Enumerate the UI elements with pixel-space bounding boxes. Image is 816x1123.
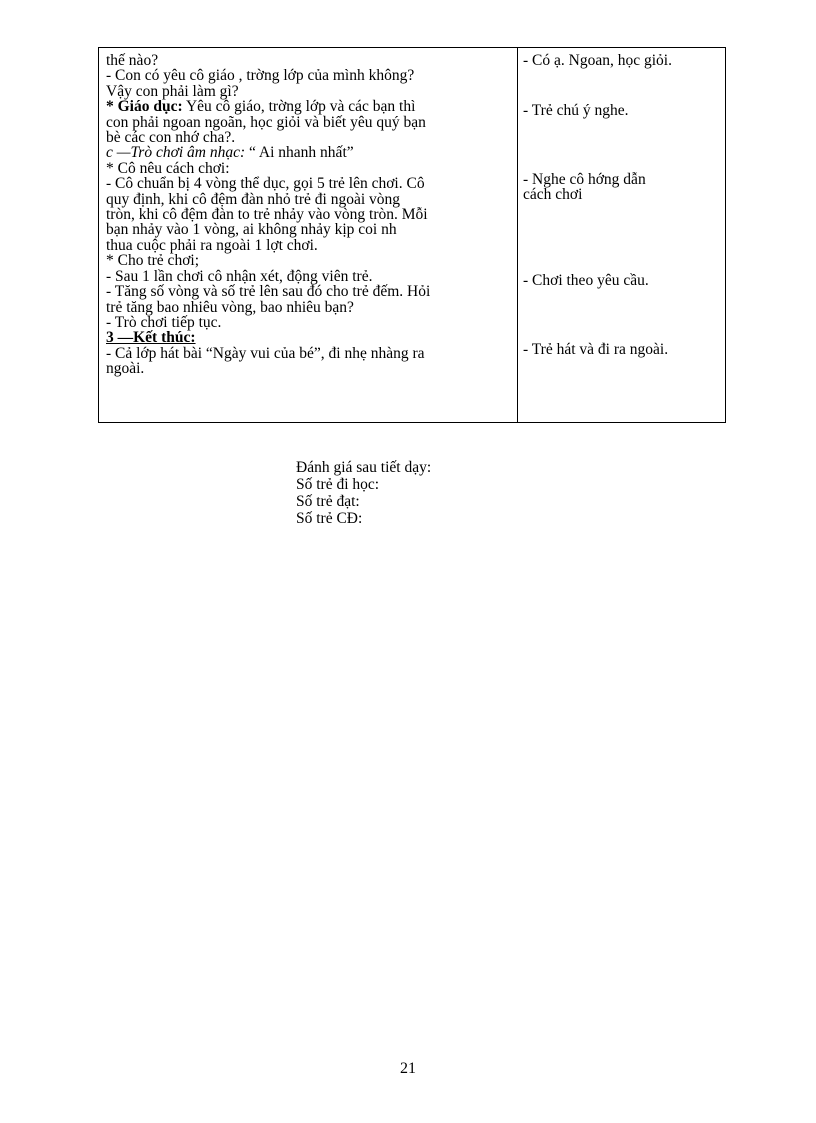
evaluation-title: Đánh giá sau tiết dạy: bbox=[296, 459, 432, 476]
teacher-line: bạn nhảy vào 1 vòng, ai không nhảy kịp coi nh bbox=[106, 221, 397, 239]
teacher-line: tròn, khi cô đệm đàn to trẻ nhảy vào vòng tròn. Mỗi bbox=[106, 206, 428, 224]
child-response bbox=[523, 103, 628, 118]
education-label: * Giáo dục: bbox=[106, 98, 183, 116]
teacher-line: trẻ tăng bao nhiêu vòng, bao nhiêu bạn? bbox=[106, 298, 354, 316]
child-activity-column bbox=[518, 48, 725, 422]
child-response-line: cách chơi bbox=[523, 186, 583, 204]
teacher-line: - Sau 1 lần chơi cô nhận xét, động viên trẻ. bbox=[106, 267, 373, 285]
teacher-activity-column bbox=[99, 48, 518, 422]
teacher-line: * Cho trẻ chơi; bbox=[106, 252, 199, 270]
teacher-line: - Cả lớp hát bài “Ngày vui của bé”, đi nhẹ nhàng ra bbox=[106, 344, 425, 362]
teacher-line-education bbox=[106, 99, 511, 114]
child-response bbox=[523, 342, 668, 357]
teacher-line: - Trò chơi tiếp tục. bbox=[106, 313, 222, 331]
teacher-line: - Tăng số vòng và số trẻ lên sau đó cho trẻ đếm. Hỏi bbox=[106, 283, 431, 301]
teacher-line-text: “ Ai nhanh nhất” bbox=[245, 144, 354, 162]
teacher-line: con phải ngoan ngoãn, học giỏi và biết yêu quý bạn bbox=[106, 113, 426, 131]
teacher-line: * Cô nêu cách chơi: bbox=[106, 159, 230, 177]
teacher-line: Vậy con phải làm gì? bbox=[106, 82, 239, 100]
child-response bbox=[523, 172, 646, 203]
lesson-activity-table bbox=[98, 47, 726, 423]
child-response-line: - Nghe cô hớng dẫn bbox=[523, 171, 646, 188]
teacher-line: thua cuộc phải ra ngoài 1 lợt chơi. bbox=[106, 236, 318, 254]
child-response-line: - Chơi theo yêu cầu. bbox=[523, 272, 649, 289]
teacher-line: thế nào? bbox=[106, 52, 159, 69]
teacher-line: bè các con nhớ cha?. bbox=[106, 129, 236, 147]
child-response-line: - Có ạ. Ngoan, học giỏi. bbox=[523, 52, 672, 69]
child-response-line: - Trẻ hát và đi ra ngoài. bbox=[523, 341, 669, 358]
lesson-evaluation bbox=[296, 459, 431, 527]
child-response bbox=[523, 53, 672, 68]
music-game-label: c —Trò chơi âm nhạc: bbox=[106, 144, 246, 162]
teacher-line: - Con có yêu cô giáo , trờng lớp của mình không? bbox=[106, 67, 415, 85]
teacher-line-music-game bbox=[106, 145, 511, 160]
teacher-line: quy định, khi cô đệm đàn nhỏ trẻ đi ngoài vòng bbox=[106, 190, 401, 208]
teacher-line: - Cô chuẩn bị 4 vòng thể dục, gọi 5 trẻ lên chơi. Cô bbox=[106, 175, 425, 193]
attendance-label: Số trẻ đi học: bbox=[296, 476, 380, 493]
child-response-line: - Trẻ chú ý nghe. bbox=[523, 102, 629, 119]
child-response bbox=[523, 273, 649, 288]
passed-label: Số trẻ đạt: bbox=[296, 493, 360, 510]
teacher-line-text: Yêu cô giáo, trờng lớp và các bạn thì bbox=[182, 98, 416, 116]
not-passed-label: Số trẻ CĐ: bbox=[296, 510, 363, 527]
section-heading-conclusion: 3 —Kết thúc: bbox=[106, 329, 196, 347]
teacher-line: ngoài. bbox=[106, 360, 145, 378]
page-number: 21 bbox=[400, 1060, 416, 1077]
